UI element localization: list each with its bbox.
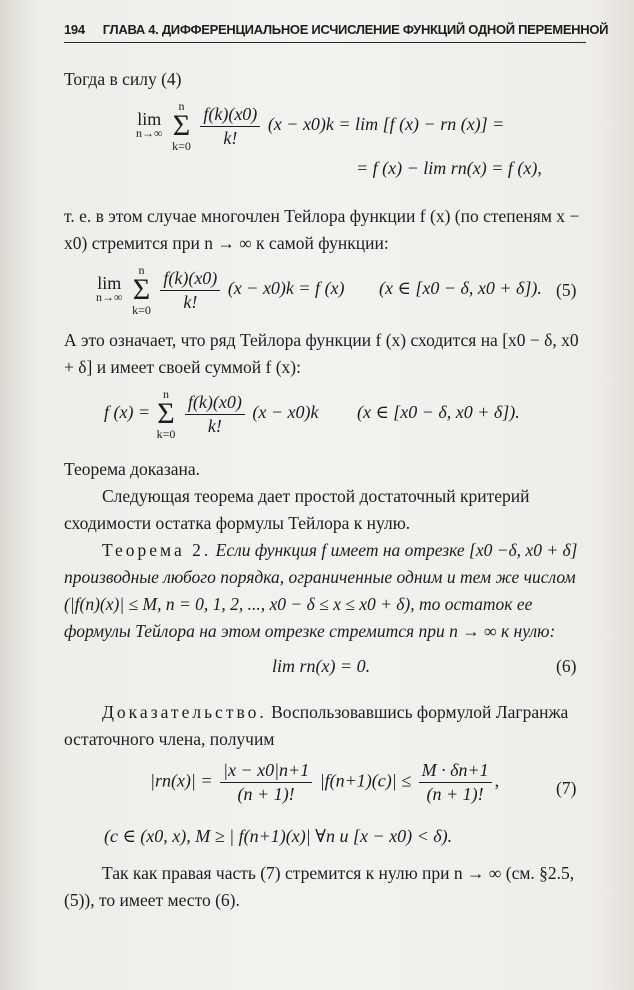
theorem-label: Теорема 2. (102, 540, 212, 560)
theorem-2 (64, 537, 586, 645)
equation-7: |rn(x)| = $\frac{|x - x0|n+1}{(n + 1)!}$ |f(n+1)(c)| ≤ $\frac{M \cdot \delta n+1}{(n + 1)!}$ , (150, 760, 500, 804)
running-header (64, 22, 609, 43)
proof-text: Воспользовавшись формулой Лагранжа остаточного члена, получим (64, 702, 569, 749)
equation-number-6: (6) (556, 656, 577, 676)
equation-7-condition: (c ∈ (x0, x), M ≥ | f(n+1)(x)| ∀n и [x − x0) < δ). (104, 826, 453, 846)
running-title: ГЛАВА 4. ДИФФЕРЕНЦИАЛЬНОЕ ИСЧИСЛЕНИЕ ФУНКЦИЙ ОДНОЙ ПЕРЕМЕННОЙ (102, 22, 609, 37)
equation-taylor-series: f (x) = n Σ k=0 $\frac{f(k)(x0)}{k!}$ (x − x0)k (x ∈ [x0 − δ, x0 + δ]). (104, 387, 520, 441)
proof-label: Доказательство. (102, 702, 267, 722)
paragraph-next-theorem: Следующая теорема дает простой достаточный критерий сходимости остатка формулы Тейлора к нулю. (64, 486, 530, 533)
page-number: 194 (64, 22, 85, 37)
equation-limit-sum: lim n→∞ n Σ k=0 $\frac{f(k)(x0)}{k!}$ (x − x0)k = lim [f (x) − rn (x)] = (136, 99, 505, 153)
equation-5: lim n→∞ n Σ k=0 $\frac{f(k)(x0)}{k!}$ (x − x0)k = f (x) (x ∈ [x0 − δ, x0 + δ]). (96, 263, 542, 317)
proof-paragraph (64, 699, 586, 753)
paragraph-intro: Тогда в силу (4) (64, 69, 182, 89)
paragraph-theorem-proved: Теорема доказана. (64, 459, 201, 479)
equation-6: lim rn(x) = 0. (272, 656, 371, 676)
equation-number-5: (5) (556, 280, 577, 300)
paragraph-series-converges: А это означает, что ряд Тейлора функции f (x) сходится на [x0 − δ, x0 + δ] и имеет своей суммой f (x): (64, 330, 579, 377)
equation-number-7: (7) (556, 778, 577, 798)
paragraph-taylor-polynomial: т. е. в этом случае многочлен Тейлора функции f (x) (по степеням x − x0) стремится при n → ∞ к самой функции: (64, 206, 580, 253)
equation-limit-line2: = f (x) − lim rn(x) = f (x), (356, 158, 542, 178)
theorem-text: Если функция f имеет на отрезке [x0 −δ, x0 + δ] производные любого порядка, ограниченные одним и тем же числом (|f(n)(x)| ≤ M, n = 0, 1, 2, ..., x0 − δ ≤ x ≤ x0 + δ), то остаток ее формулы Тейлора на этом отрезке стремится при n → ∞ к нулю: (64, 540, 578, 641)
paragraph-conclusion: Так как правая часть (7) стремится к нулю при n → ∞ (см. §2.5, (5)), то имеет место (6). (64, 863, 575, 910)
